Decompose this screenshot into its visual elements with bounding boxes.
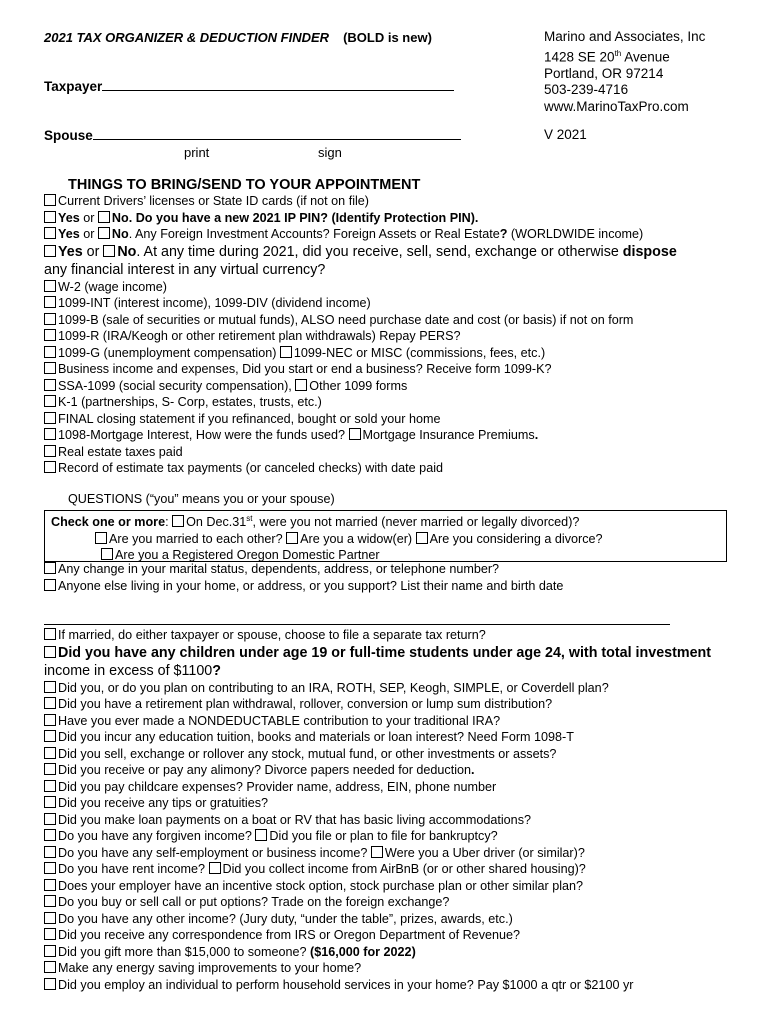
list-item: Yes or No. Do you have a new 2021 IP PIN? (Identify Protection PIN).	[44, 210, 744, 227]
list-item: Did you receive or pay any alimony? Divorce papers needed for deduction.	[44, 762, 744, 779]
list-item: W-2 (wage income)	[44, 279, 744, 296]
checkbox[interactable]	[44, 747, 56, 759]
list-item: Did you, or do you plan on contributing to an IRA, ROTH, SEP, Keogh, SIMPLE, or Coverdell plan?	[44, 680, 744, 697]
checkbox[interactable]	[44, 829, 56, 841]
firm-phone: 503-239-4716	[544, 82, 629, 97]
checkbox[interactable]	[44, 796, 56, 808]
questions-heading: QUESTIONS (“you” means you or your spouse)	[68, 492, 335, 506]
checkbox[interactable]	[44, 879, 56, 891]
list-item: Yes or No. Any Foreign Investment Accounts? Foreign Assets or Real Estate? (WORLDWIDE income)	[44, 226, 744, 243]
list-item: Did you pay childcare expenses? Provider name, address, EIN, phone number	[44, 779, 744, 796]
checkbox[interactable]	[209, 862, 221, 874]
checkbox[interactable]	[44, 428, 56, 440]
checkbox[interactable]	[44, 646, 56, 658]
list-item: Does your employer have an incentive stock option, stock purchase plan or other similar plan?	[44, 878, 744, 895]
list-item: Did you sell, exchange or rollover any stock, mutual fund, or other investments or assets?	[44, 746, 744, 763]
checkbox[interactable]	[255, 829, 267, 841]
checkbox[interactable]	[44, 628, 56, 640]
checkbox[interactable]	[44, 730, 56, 742]
checkbox[interactable]	[44, 780, 56, 792]
spouse-signature-field[interactable]	[93, 127, 461, 140]
list-item: SSA-1099 (social security compensation), Other 1099 forms	[44, 378, 744, 395]
taxpayer-signature-field[interactable]	[102, 78, 454, 91]
list-item: If married, do either taxpayer or spouse, choose to file a separate tax return?	[44, 627, 744, 644]
checkbox[interactable]	[44, 681, 56, 693]
list-item: Yes or No. At any time during 2021, did you receive, sell, send, exchange or otherwise dispose	[44, 243, 744, 261]
list-item-continued: income in excess of $1100?	[44, 662, 221, 679]
checkbox[interactable]	[44, 379, 56, 391]
checkbox[interactable]	[371, 846, 383, 858]
list-item: Did you receive any correspondence from IRS or Oregon Department of Revenue?	[44, 927, 744, 944]
list-item: FINAL closing statement if you refinanced, bought or sold your home	[44, 411, 744, 428]
checkbox[interactable]	[44, 697, 56, 709]
firm-block	[544, 29, 705, 115]
taxpayer-line[interactable]	[44, 78, 454, 94]
bold-note: (BOLD is new)	[343, 30, 432, 45]
checkbox[interactable]	[44, 978, 56, 990]
checkbox[interactable]	[44, 813, 56, 825]
checkbox[interactable]	[44, 579, 56, 591]
form-title	[44, 30, 432, 45]
questions-list-b	[44, 627, 744, 993]
checkbox[interactable]	[98, 227, 110, 239]
list-item: Did you employ an individual to perform household services in your home? Pay $1000 a qtr or $2100 yr	[44, 977, 744, 994]
checkbox[interactable]	[172, 515, 184, 527]
firm-name: Marino and Associates, Inc	[544, 29, 706, 44]
things-heading: THINGS TO BRING/SEND TO YOUR APPOINTMENT	[68, 177, 421, 193]
checkbox[interactable]	[44, 362, 56, 374]
list-item: K-1 (partnerships, S- Corp, estates, trusts, etc.)	[44, 394, 744, 411]
taxpayer-label: Taxpayer	[44, 79, 103, 94]
checkbox[interactable]	[44, 296, 56, 308]
checkbox[interactable]	[44, 895, 56, 907]
list-item: Anyone else living in your home, or address, or you support? List their name and birth date	[44, 578, 744, 595]
checkbox[interactable]	[44, 329, 56, 341]
checkbox[interactable]	[44, 313, 56, 325]
checkbox[interactable]	[44, 461, 56, 473]
checkbox[interactable]	[103, 245, 115, 257]
checkbox[interactable]	[44, 562, 56, 574]
checkbox[interactable]	[44, 912, 56, 924]
checkbox[interactable]	[416, 532, 428, 544]
checkbox[interactable]	[44, 346, 56, 358]
list-item: Record of estimate tax payments (or canceled checks) with date paid	[44, 460, 744, 477]
checkbox[interactable]	[44, 445, 56, 457]
list-item: Did you gift more than $15,000 to someone? ($16,000 for 2022)	[44, 944, 744, 961]
checkbox[interactable]	[349, 428, 361, 440]
checkbox[interactable]	[44, 928, 56, 940]
list-item: Did you incur any education tuition, books and materials or loan interest? Need Form 1098-T	[44, 729, 744, 746]
checkbox[interactable]	[44, 961, 56, 973]
dependents-entry-line[interactable]	[44, 624, 670, 625]
checkbox[interactable]	[44, 245, 56, 257]
list-item: Did you have any children under age 19 or full-time students under age 24, with total investment	[44, 644, 744, 662]
checkbox[interactable]	[44, 194, 56, 206]
firm-street: 1428 SE 20th Avenue	[544, 48, 670, 64]
list-item: 1099-B (sale of securities or mutual funds), ALSO need purchase date and cost (or basis) if not on form	[44, 312, 744, 329]
spouse-label: Spouse	[44, 128, 93, 143]
checkbox[interactable]	[295, 379, 307, 391]
list-item: Do you have any other income? (Jury duty, “under the table”, prizes, awards, etc.)	[44, 911, 744, 928]
list-item: Are you a Registered Oregon Domestic Partner	[45, 547, 726, 564]
list-item: Did you receive any tips or gratuities?	[44, 795, 744, 812]
checkbox[interactable]	[44, 846, 56, 858]
checkbox[interactable]	[44, 211, 56, 223]
checkbox[interactable]	[44, 227, 56, 239]
marital-status-box	[44, 510, 727, 562]
list-item: Have you ever made a NONDEDUCTABLE contribution to your traditional IRA?	[44, 713, 744, 730]
list-item: Current Drivers’ licenses or State ID cards (if not on file)	[44, 193, 744, 210]
print-label: print	[184, 145, 210, 160]
list-item: Do you have rent income? Did you collect income from AirBnB (or or other shared housing)?	[44, 861, 744, 878]
checkbox[interactable]	[44, 412, 56, 424]
questions-list-a	[44, 561, 744, 594]
list-item: 1099-R (IRA/Keogh or other retirement plan withdrawals) Repay PERS?	[44, 328, 744, 345]
checkbox[interactable]	[44, 280, 56, 292]
checkbox[interactable]	[101, 548, 113, 560]
firm-city: Portland, OR 97214	[544, 65, 664, 81]
checkbox[interactable]	[44, 395, 56, 407]
checkbox[interactable]	[98, 211, 110, 223]
things-list	[44, 193, 744, 477]
list-item: Business income and expenses, Did you start or end a business? Receive form 1099-K?	[44, 361, 744, 378]
spouse-line[interactable]	[44, 127, 461, 143]
checkbox[interactable]	[95, 532, 107, 544]
list-item: Make any energy saving improvements to your home?	[44, 960, 744, 977]
list-item: Real estate taxes paid	[44, 444, 744, 461]
checkbox[interactable]	[44, 763, 56, 775]
list-item: Do you buy or sell call or put options? Trade on the foreign exchange?	[44, 894, 744, 911]
checkbox[interactable]	[286, 532, 298, 544]
firm-version: V 2021	[544, 127, 587, 142]
list-item: Check one or more: On Dec.31st, were you not married (never married or legally divorced)?	[51, 514, 580, 530]
list-item: Do you have any self-employment or business income? Were you a Uber driver (or similar)?	[44, 845, 744, 862]
sign-label: sign	[318, 145, 342, 160]
checkbox[interactable]	[44, 714, 56, 726]
list-item: Did you make loan payments on a boat or RV that has basic living accommodations?	[44, 812, 744, 829]
list-item: Are you married to each other? Are you a widow(er) Are you considering a divorce?	[45, 531, 726, 548]
checkbox[interactable]	[280, 346, 292, 358]
firm-website: www.MarinoTaxPro.com	[544, 98, 689, 114]
list-item: Did you have a retirement plan withdrawal, rollover, conversion or lump sum distribution?	[44, 696, 744, 713]
list-item: 1099-INT (interest income), 1099-DIV (dividend income)	[44, 295, 744, 312]
list-item: Do you have any forgiven income? Did you file or plan to file for bankruptcy?	[44, 828, 744, 845]
list-item-continued: any financial interest in any virtual currency?	[44, 261, 326, 278]
list-item: 1099-G (unemployment compensation) 1099-NEC or MISC (commissions, fees, etc.)	[44, 345, 744, 362]
title-text: 2021 TAX ORGANIZER & DEDUCTION FINDER	[44, 30, 330, 45]
checkbox[interactable]	[44, 862, 56, 874]
list-item: 1098-Mortgage Interest, How were the funds used? Mortgage Insurance Premiums.	[44, 427, 744, 444]
list-item: Any change in your marital status, dependents, address, or telephone number?	[44, 561, 744, 578]
checkbox[interactable]	[44, 945, 56, 957]
